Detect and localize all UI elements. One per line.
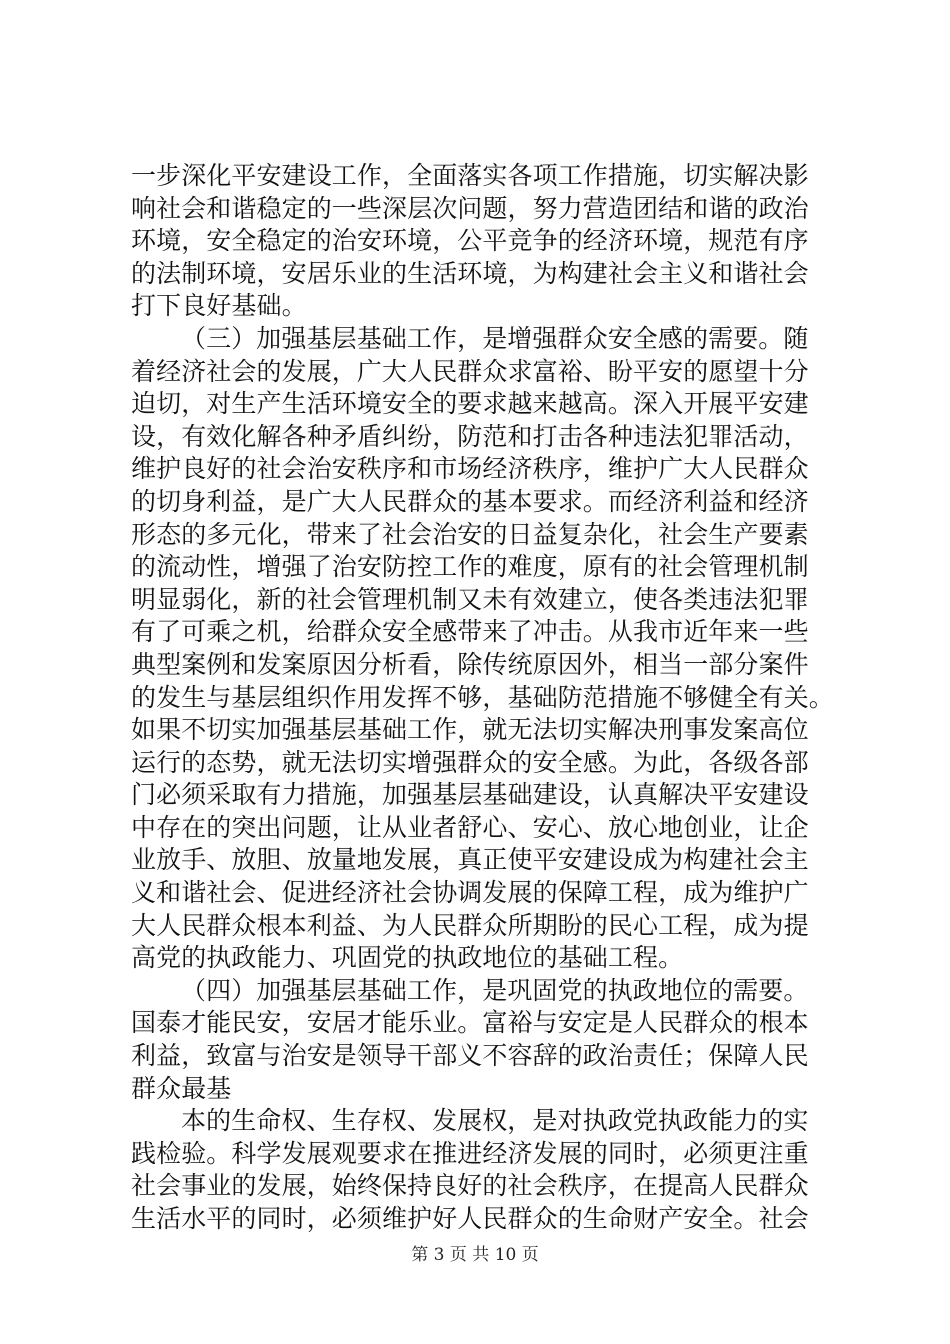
document-body — [131, 160, 851, 1236]
text-line: 形态的多元化，带来了社会治安的日益复杂化，社会生产要素 — [131, 519, 809, 549]
text-line: 践检验。科学发展观要求在推进经济发展的同时，必须更注重 — [131, 1138, 809, 1168]
text-line: 国泰才能民安，安居才能乐业。富裕与安定是人民群众的根本 — [131, 1008, 809, 1038]
text-line: 利益，致富与治安是领导干部义不容辞的政治责任；保障人民 — [131, 1041, 809, 1071]
text-line: 的流动性，增强了治安防控工作的难度，原有的社会管理机制 — [131, 552, 809, 582]
text-line: 中存在的突出问题，让从业者舒心、安心、放心地创业，让企 — [131, 812, 809, 842]
text-line: 的切身利益，是广大人民群众的基本要求。而经济利益和经济 — [131, 486, 809, 516]
text-line: 有了可乘之机，给群众安全感带来了冲击。从我市近年来一些 — [131, 617, 809, 647]
text-line: 义和谐社会、促进经济社会协调发展的保障工程，成为维护广 — [131, 878, 809, 908]
text-line: 响社会和谐稳定的一些深层次问题，努力营造团结和谐的政治 — [131, 193, 809, 223]
text-line: 一步深化平安建设工作，全面落实各项工作措施，切实解决影 — [131, 161, 809, 190]
text-line: 大人民群众根本利益、为人民群众所期盼的民心工程，成为提 — [131, 910, 809, 940]
text-line: 典型案例和发案原因分析看，除传统原因外，相当一部分案件 — [131, 649, 809, 679]
text-line: 本的生命权、生存权、发展权，是对执政党执政能力的实 — [181, 1106, 809, 1136]
text-line: 打下良好基础。 — [131, 291, 307, 321]
page-footer: 第 3 页 共 10 页 — [411, 1245, 539, 1265]
text-line: 着经济社会的发展，广大人民群众求富裕、盼平安的愿望十分 — [131, 356, 809, 386]
text-line: 如果不切实加强基层基础工作，就无法切实解决刑事发案高位 — [131, 715, 809, 745]
text-line: 明显弱化，新的社会管理机制又未有效建立，使各类违法犯罪 — [131, 584, 809, 614]
text-line: 运行的态势，就无法切实增强群众的安全感。为此，各级各部 — [131, 747, 809, 777]
text-line: 生活水平的同时，必须维护好人民群众的生命财产安全。社会 — [131, 1204, 809, 1233]
text-line: 业放手、放胆、放量地发展，真正使平安建设成为构建社会主 — [131, 845, 809, 875]
text-line: 群众最基 — [131, 1073, 232, 1103]
text-line: 迫切，对生产生活环境安全的要求越来越高。深入开展平安建 — [131, 389, 809, 419]
text-line: 门必须采取有力措施，加强基层基础建设，认真解决平安建设 — [131, 780, 809, 810]
text-line: （四）加强基层基础工作，是巩固党的执政地位的需要。 — [181, 975, 809, 1005]
text-line: 社会事业的发展，始终保持良好的社会秩序，在提高人民群众 — [131, 1171, 809, 1201]
text-line: 的发生与基层组织作用发挥不够，基础防范措施不够健全有关。 — [131, 682, 834, 712]
text-line: 环境，安全稳定的治安环境，公平竞争的经济环境，规范有序 — [131, 226, 809, 256]
text-line: 维护良好的社会治安秩序和市场经济秩序，维护广大人民群众 — [131, 454, 809, 484]
text-line: （三）加强基层基础工作，是增强群众安全感的需要。随 — [181, 323, 809, 353]
text-line: 的法制环境，安居乐业的生活环境，为构建社会主义和谐社会 — [131, 258, 809, 288]
text-line: 设，有效化解各种矛盾纠纷，防范和打击各种违法犯罪活动， — [131, 421, 809, 451]
text-line: 高党的执政能力、巩固党的执政地位的基础工程。 — [131, 943, 684, 973]
